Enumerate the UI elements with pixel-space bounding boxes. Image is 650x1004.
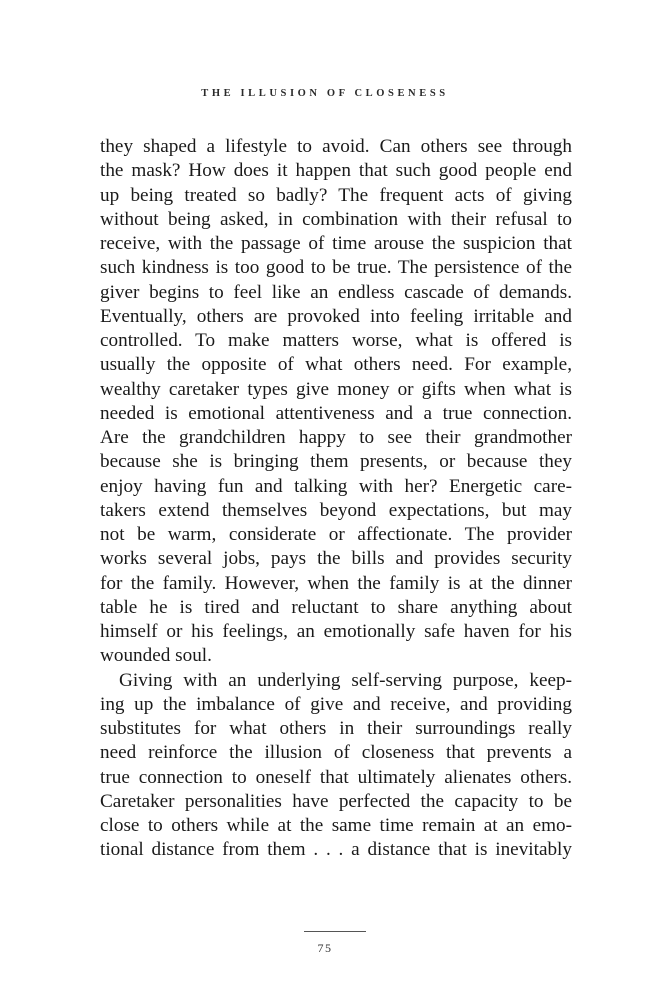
text-line: substitutes for what others in their surroundings really (100, 718, 572, 739)
text-line: they shaped a lifestyle to avoid. Can others see through (100, 136, 572, 157)
paragraph-2 (100, 669, 572, 863)
text-line: not be warm, considerate or affectionate. The provider (100, 524, 572, 545)
text-line: because she is bringing them presents, or because they (100, 451, 572, 473)
text-line: Are the grandchildren happy to see their grandmother (100, 427, 572, 448)
paragraph-1 (100, 135, 572, 669)
text-line: receive, with the passage of time arouse the suspicion that (100, 233, 572, 254)
running-head: THE ILLUSION OF CLOSENESS (201, 88, 449, 99)
body-text (100, 135, 572, 863)
text-line: himself or his feelings, an emotionally safe haven for his (100, 621, 572, 642)
text-line: wounded soul. (100, 645, 212, 667)
text-line: need reinforce the illusion of closeness that prevents a (100, 742, 572, 764)
text-line: true connection to oneself that ultimately alienates others. (100, 766, 572, 788)
text-line: wealthy caretaker types give money or gifts when what is (100, 378, 572, 400)
text-line: needed is emotional attentiveness and a true connection. (100, 402, 572, 424)
text-line: without being asked, in combination with their refusal to (100, 208, 572, 230)
text-line: up being treated so badly? The frequent acts of giving (100, 184, 572, 206)
text-line: usually the opposite of what others need. For example, (100, 354, 572, 376)
text-line: tional distance from them . . . a distance that is inevitably (100, 839, 572, 861)
text-line: for the family. However, when the family is at the dinner (100, 572, 572, 594)
text-line: Eventually, others are provoked into feeling irritable and (100, 305, 572, 327)
text-line: close to others while at the same time remain at an emo- (100, 815, 572, 836)
text-line: giver begins to feel like an endless cascade of demands. (100, 281, 572, 303)
text-line: Giving with an underlying self-serving purpose, keep- (119, 669, 572, 691)
text-line: enjoy having fun and talking with her? Energetic care- (100, 475, 572, 497)
page-number: 75 (317, 941, 333, 955)
text-line: takers extend themselves beyond expectations, but may (100, 499, 572, 521)
folio-divider (304, 931, 366, 932)
text-line: controlled. To make matters worse, what is offered is (100, 330, 572, 351)
text-line: Caretaker personalities have perfected the capacity to be (100, 790, 572, 812)
text-line: the mask? How does it happen that such good people end (100, 160, 572, 182)
text-line: table he is tired and reluctant to share anything about (100, 596, 572, 618)
text-line: works several jobs, pays the bills and provides security (100, 548, 572, 570)
text-line: such kindness is too good to be true. The persistence of the (100, 257, 572, 279)
text-line: ing up the imbalance of give and receive, and providing (100, 693, 572, 715)
